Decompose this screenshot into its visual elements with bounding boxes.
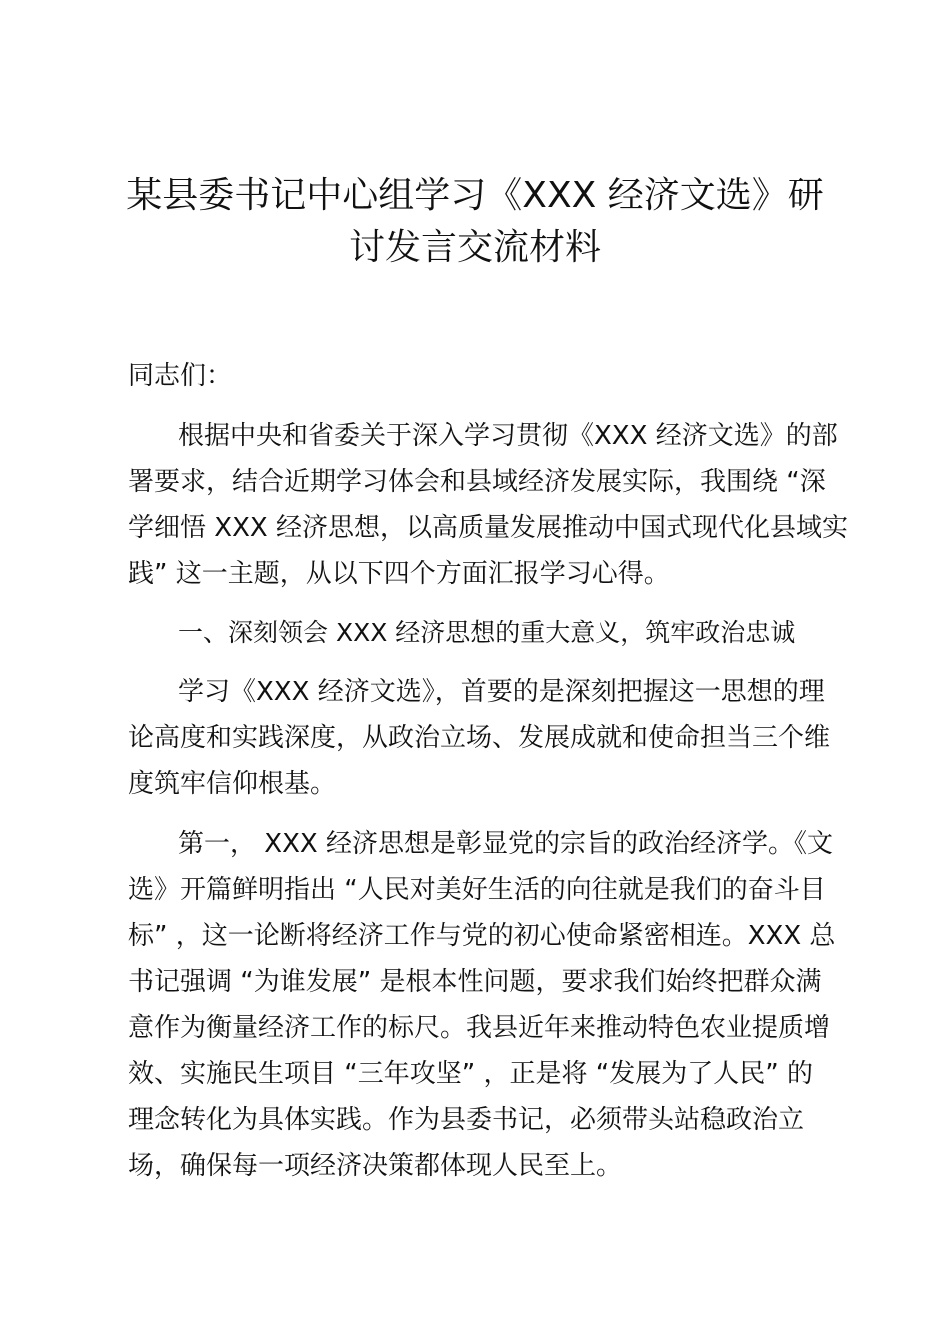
intro-line-1: 根据中央和省委关于深入学习贯彻《XXX 经济文选》的部 — [178, 421, 838, 451]
point1-line-8: 场，确保每一项经济决策都体现人民至上。 — [128, 1151, 623, 1181]
title-line-1: 某县委书记中心组学习《XXX 经济文选》研 — [126, 175, 824, 216]
salutation: 同志们： — [128, 361, 233, 391]
section1-para-line-2: 论高度和实践深度，从政治立场、发展成就和使命担当三个维 — [128, 723, 831, 753]
section1-para-line-1: 学习《XXX 经济文选》，首要的是深刻把握这一思想的理 — [178, 677, 825, 707]
point1-line-4: 书记强调 “为谁发展” 是根本性问题，要求我们始终把群众满 — [128, 967, 822, 997]
title-line-2: 讨发言交流材料 — [348, 227, 601, 268]
intro-line-3: 学细悟 XXX 经济思想，以高质量发展推动中国式现代化县域实 — [128, 513, 848, 543]
point1-line-6: 效、实施民生项目 “三年攻坚” ，正是将 “发展为了人民” 的 — [128, 1059, 813, 1089]
intro-line-2: 署要求，结合近期学习体会和县域经济发展实际，我围绕 “深 — [128, 467, 826, 497]
point1-line-1: 第一， XXX 经济思想是彰显党的宗旨的政治经济学。《文 — [178, 829, 833, 859]
point1-line-3: 标” ，这一论断将经济工作与党的初心使命紧密相连。XXX 总 — [128, 921, 836, 951]
section1-para-line-3: 度筑牢信仰根基。 — [128, 769, 337, 799]
document-title — [100, 170, 850, 274]
section1-heading: 一、深刻领会 XXX 经济思想的重大意义，筑牢政治忠诚 — [178, 618, 796, 647]
point1-line-7: 理念转化为具体实践。作为县委书记，必须带头站稳政治立 — [128, 1105, 805, 1135]
intro-line-4: 践” 这一主题，从以下四个方面汇报学习心得。 — [128, 559, 670, 589]
point1-line-2: 选》开篇鲜明指出 “人民对美好生活的向往就是我们的奋斗目 — [128, 875, 826, 905]
point1-line-5: 意作为衡量经济工作的标尺。我县近年来推动特色农业提质增 — [128, 1013, 831, 1043]
